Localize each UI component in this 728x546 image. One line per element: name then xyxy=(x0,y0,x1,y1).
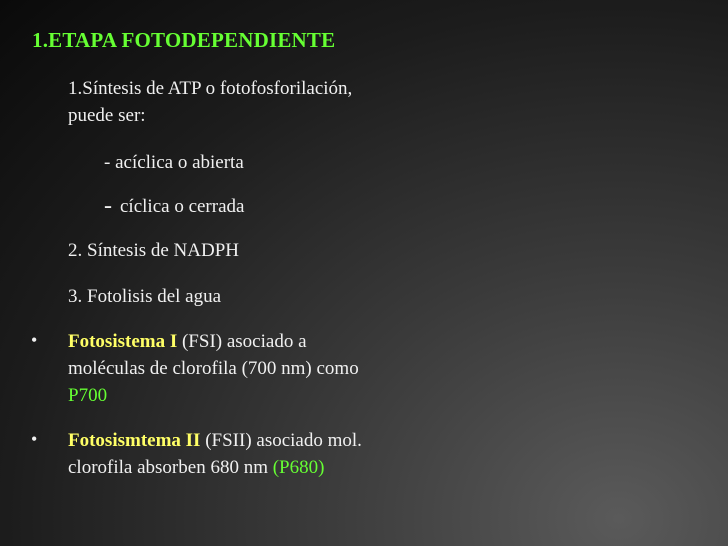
bullet-icon: • xyxy=(31,330,38,350)
item1-line1: 1.Síntesis de ATP o fotofosforilación, xyxy=(68,78,353,99)
bullet-icon: • xyxy=(31,429,38,449)
bullet2-line2 xyxy=(68,455,324,480)
bullet2-rest: (FSII) asociado mol. xyxy=(200,430,362,451)
bullet2-line1 xyxy=(68,428,362,453)
bullet1-line3: P700 xyxy=(68,385,108,406)
item1-line2: puede ser: xyxy=(68,105,146,126)
sub-item-cyclic xyxy=(104,193,244,219)
dash-marker: - xyxy=(104,193,112,219)
bullet1-rest: (FSI) asociado a xyxy=(177,331,307,352)
bullet1-line2: moléculas de clorofila (700 nm) como xyxy=(68,358,359,379)
sub-item-acyclic: - acíclica o abierta xyxy=(104,152,244,173)
bullet2-highlight: Fotosismtema II xyxy=(68,430,201,451)
bullet2-line2-text: clorofila absorben 680 nm xyxy=(68,457,273,478)
sub-item-cyclic-text: cíclica o cerrada xyxy=(120,196,245,217)
slide-title: 1.ETAPA FOTODEPENDIENTE xyxy=(32,28,336,52)
item3: 3. Fotolisis del agua xyxy=(68,286,222,307)
bullet1-highlight: Fotosistema I xyxy=(68,331,178,352)
bullet1-line1 xyxy=(68,329,307,354)
item2: 2. Síntesis de NADPH xyxy=(68,240,240,261)
bullet2-line2-green: (P680) xyxy=(272,457,325,478)
